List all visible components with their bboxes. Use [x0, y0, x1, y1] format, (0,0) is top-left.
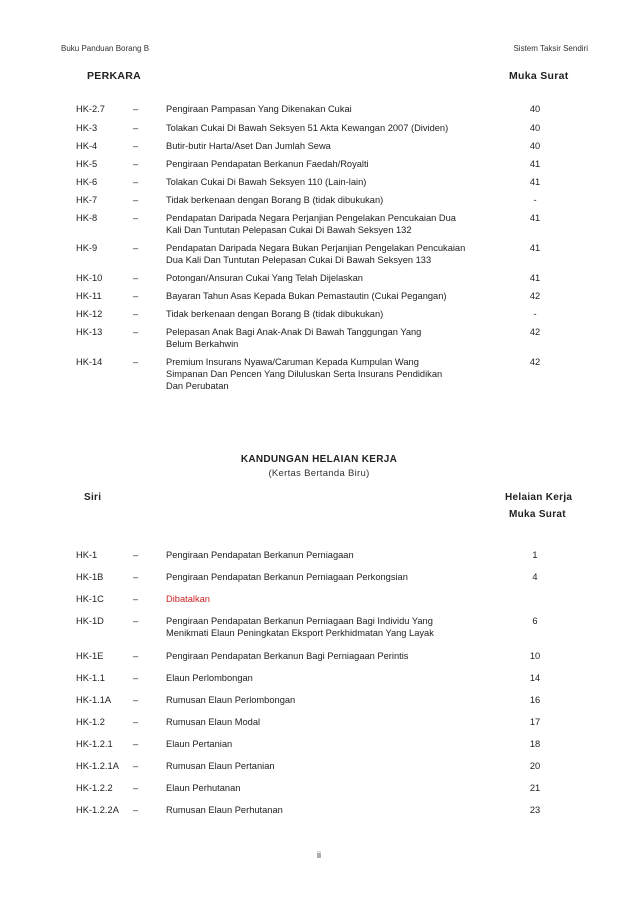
row-description	[166, 122, 501, 134]
row-page-number: 41	[529, 213, 541, 223]
row-description	[166, 694, 501, 706]
row-code: HK-1.1	[76, 673, 105, 683]
row-dash: –	[133, 273, 139, 283]
row-dash: –	[133, 594, 139, 604]
row-code: HK-1.2.1	[76, 739, 113, 749]
row-description	[166, 242, 501, 266]
row-code: HK-13	[76, 327, 103, 337]
kandungan-title: KANDUNGAN HELAIAN KERJA	[240, 454, 398, 465]
row-page-number: -	[533, 309, 537, 319]
row-dash: –	[133, 695, 139, 705]
description-line: Belum Berkahwin	[166, 339, 239, 349]
row-description	[166, 356, 501, 392]
row-dash: –	[133, 783, 139, 793]
description-line: Pengiraan Pendapatan Berkanun Perniagaan Perkongsian	[166, 572, 408, 582]
row-dash: –	[133, 141, 139, 151]
description-line: Pendapatan Daripada Negara Bukan Perjanjian Pengelakan Pencukaian	[166, 243, 466, 253]
row-description	[166, 716, 501, 728]
row-description	[166, 176, 501, 188]
row-code: HK-6	[76, 177, 98, 187]
description-line: Kali Dan Tuntutan Pelepasan Cukai Di Bawah Seksyen 132	[166, 225, 412, 235]
row-description	[166, 194, 501, 206]
description-line: Rumusan Elaun Perhutanan	[166, 805, 283, 815]
row-description	[166, 140, 501, 152]
row-page-number: 42	[529, 357, 541, 367]
row-dash: –	[133, 761, 139, 771]
row-description	[166, 672, 501, 684]
page-number: ii	[317, 850, 321, 860]
description-line: Dua Kali Dan Tuntutan Pelepasan Cukai Di Bawah Seksyen 133	[166, 255, 432, 265]
row-description	[166, 549, 501, 561]
description-line: Rumusan Elaun Pertanian	[166, 761, 275, 771]
row-dash: –	[133, 243, 139, 253]
row-page-number: 40	[529, 141, 541, 151]
row-page-number: -	[533, 195, 537, 205]
row-dash: –	[133, 327, 139, 337]
description-line: Menikmati Elaun Peningkatan Eksport Perkhidmatan Yang Layak	[166, 628, 434, 638]
row-description	[166, 571, 501, 583]
row-code: HK-12	[76, 309, 103, 319]
description-line: Pelepasan Anak Bagi Anak-Anak Di Bawah Tanggungan Yang	[166, 327, 422, 337]
row-code: HK-11	[76, 291, 102, 301]
row-description	[166, 804, 501, 816]
kandungan-muka-surat-heading: Muka Surat	[509, 509, 566, 520]
muka-surat-heading: Muka Surat	[509, 70, 569, 82]
description-line: Butir-butir Harta/Aset Dan Jumlah Sewa	[166, 141, 331, 151]
row-code: HK-1E	[76, 651, 104, 661]
row-dash: –	[133, 123, 139, 133]
description-line: Bayaran Tahun Asas Kepada Bukan Pemastautin (Cukai Pegangan)	[166, 291, 447, 301]
row-code: HK-3	[76, 123, 98, 133]
row-dash: –	[133, 739, 139, 749]
siri-heading: Siri	[84, 492, 102, 503]
description-line: Dibatalkan	[166, 594, 210, 604]
perkara-heading: PERKARA	[87, 70, 142, 82]
description-line: Pengiraan Pampasan Yang Dikenakan Cukai	[166, 104, 352, 114]
row-page-number: 17	[529, 717, 541, 727]
row-description	[166, 158, 501, 170]
row-page-number: 21	[529, 783, 541, 793]
row-code: HK-5	[76, 159, 98, 169]
description-line: Elaun Perhutanan	[166, 783, 241, 793]
description-line: Rumusan Elaun Perlombongan	[166, 695, 296, 705]
row-code: HK-1D	[76, 616, 104, 626]
description-line: Tolakan Cukai Di Bawah Seksyen 51 Akta Kewangan 2007 (Dividen)	[166, 123, 449, 133]
row-page-number: 41	[529, 159, 541, 169]
row-dash: –	[133, 805, 139, 815]
row-page-number: 40	[529, 104, 541, 114]
row-code: HK-1.1A	[76, 695, 112, 705]
row-page-number: 4	[532, 572, 538, 582]
row-dash: –	[133, 309, 139, 319]
description-line: Elaun Perlombongan	[166, 673, 253, 683]
row-description	[166, 650, 501, 662]
description-line: Pengiraan Pendapatan Berkanun Bagi Perniagaan Perintis	[166, 651, 409, 661]
row-code: HK-7	[76, 195, 98, 205]
running-header-left: Buku Panduan Borang B	[61, 44, 150, 53]
row-page-number: 42	[529, 327, 541, 337]
description-line: Tolakan Cukai Di Bawah Seksyen 110 (Lain-lain)	[166, 177, 367, 187]
row-code: HK-4	[76, 141, 98, 151]
row-description	[166, 615, 501, 639]
row-code: HK-9	[76, 243, 98, 253]
helaian-kerja-heading: Helaian Kerja	[505, 492, 573, 503]
row-page-number: 23	[529, 805, 541, 815]
row-code: HK-1	[76, 550, 98, 560]
description-line: Elaun Pertanian	[166, 739, 233, 749]
row-page-number: 41	[529, 177, 541, 187]
row-code: HK-1C	[76, 594, 104, 604]
row-dash: –	[133, 159, 139, 169]
row-code: HK-1.2	[76, 717, 105, 727]
row-dash: –	[133, 572, 139, 582]
row-description	[166, 103, 501, 115]
row-description	[166, 308, 501, 320]
row-page-number: 41	[529, 243, 541, 253]
description-line: Pengiraan Pendapatan Berkanun Faedah/Royalti	[166, 159, 369, 169]
row-page-number: 14	[529, 673, 541, 683]
row-page-number: 16	[529, 695, 541, 705]
description-line: Dan Perubatan	[166, 381, 229, 391]
row-dash: –	[133, 195, 139, 205]
row-description	[166, 212, 501, 236]
row-code: HK-1.2.2	[76, 783, 113, 793]
row-page-number: 41	[529, 273, 541, 283]
kandungan-subtitle: (Kertas Bertanda Biru)	[268, 468, 370, 479]
row-dash: –	[133, 357, 139, 367]
description-line: Premium Insurans Nyawa/Caruman Kepada Kumpulan Wang	[166, 357, 419, 367]
row-page-number: 40	[529, 123, 541, 133]
row-page-number: 18	[529, 739, 541, 749]
description-line: Rumusan Elaun Modal	[166, 717, 261, 727]
row-dash: –	[133, 673, 139, 683]
row-code: HK-8	[76, 213, 98, 223]
row-code: HK-2.7	[76, 104, 105, 114]
row-dash: –	[133, 550, 139, 560]
row-dash: –	[133, 616, 139, 626]
description-line: Pengiraan Pendapatan Berkanun Perniagaan Bagi Individu Yang	[166, 616, 433, 626]
row-dash: –	[133, 291, 139, 301]
description-line: Tidak berkenaan dengan Borang B (tidak dibukukan)	[166, 309, 384, 319]
row-page-number: 10	[529, 651, 541, 661]
row-code: HK-1.2.2A	[76, 805, 119, 815]
row-dash: –	[133, 104, 139, 114]
row-description	[166, 326, 501, 350]
description-line: Tidak berkenaan dengan Borang B (tidak dibukukan)	[166, 195, 384, 205]
description-line: Potongan/Ansuran Cukai Yang Telah Dijelaskan	[166, 273, 363, 283]
row-description	[166, 272, 501, 284]
row-description	[166, 738, 501, 750]
description-line: Pengiraan Pendapatan Berkanun Perniagaan	[166, 550, 354, 560]
row-page-number: 1	[532, 550, 538, 560]
row-dash: –	[133, 717, 139, 727]
row-description	[166, 593, 501, 605]
row-code: HK-1B	[76, 572, 104, 582]
description-line: Simpanan Dan Pencen Yang Diluluskan Serta Insurans Pendidikan	[166, 369, 443, 379]
row-page-number: 42	[529, 291, 541, 301]
row-code: HK-1.2.1A	[76, 761, 119, 771]
row-dash: –	[133, 213, 139, 223]
row-code: HK-10	[76, 273, 103, 283]
row-dash: –	[133, 651, 139, 661]
row-description	[166, 290, 501, 302]
row-page-number: 6	[532, 616, 538, 626]
row-code: HK-14	[76, 357, 103, 367]
row-dash: –	[133, 177, 139, 187]
row-page-number: 20	[529, 761, 541, 771]
row-description	[166, 782, 501, 794]
row-description	[166, 760, 501, 772]
description-line: Pendapatan Daripada Negara Perjanjian Pengelakan Pencukaian Dua	[166, 213, 456, 223]
running-header-right: Sistem Taksir Sendiri	[513, 44, 588, 53]
